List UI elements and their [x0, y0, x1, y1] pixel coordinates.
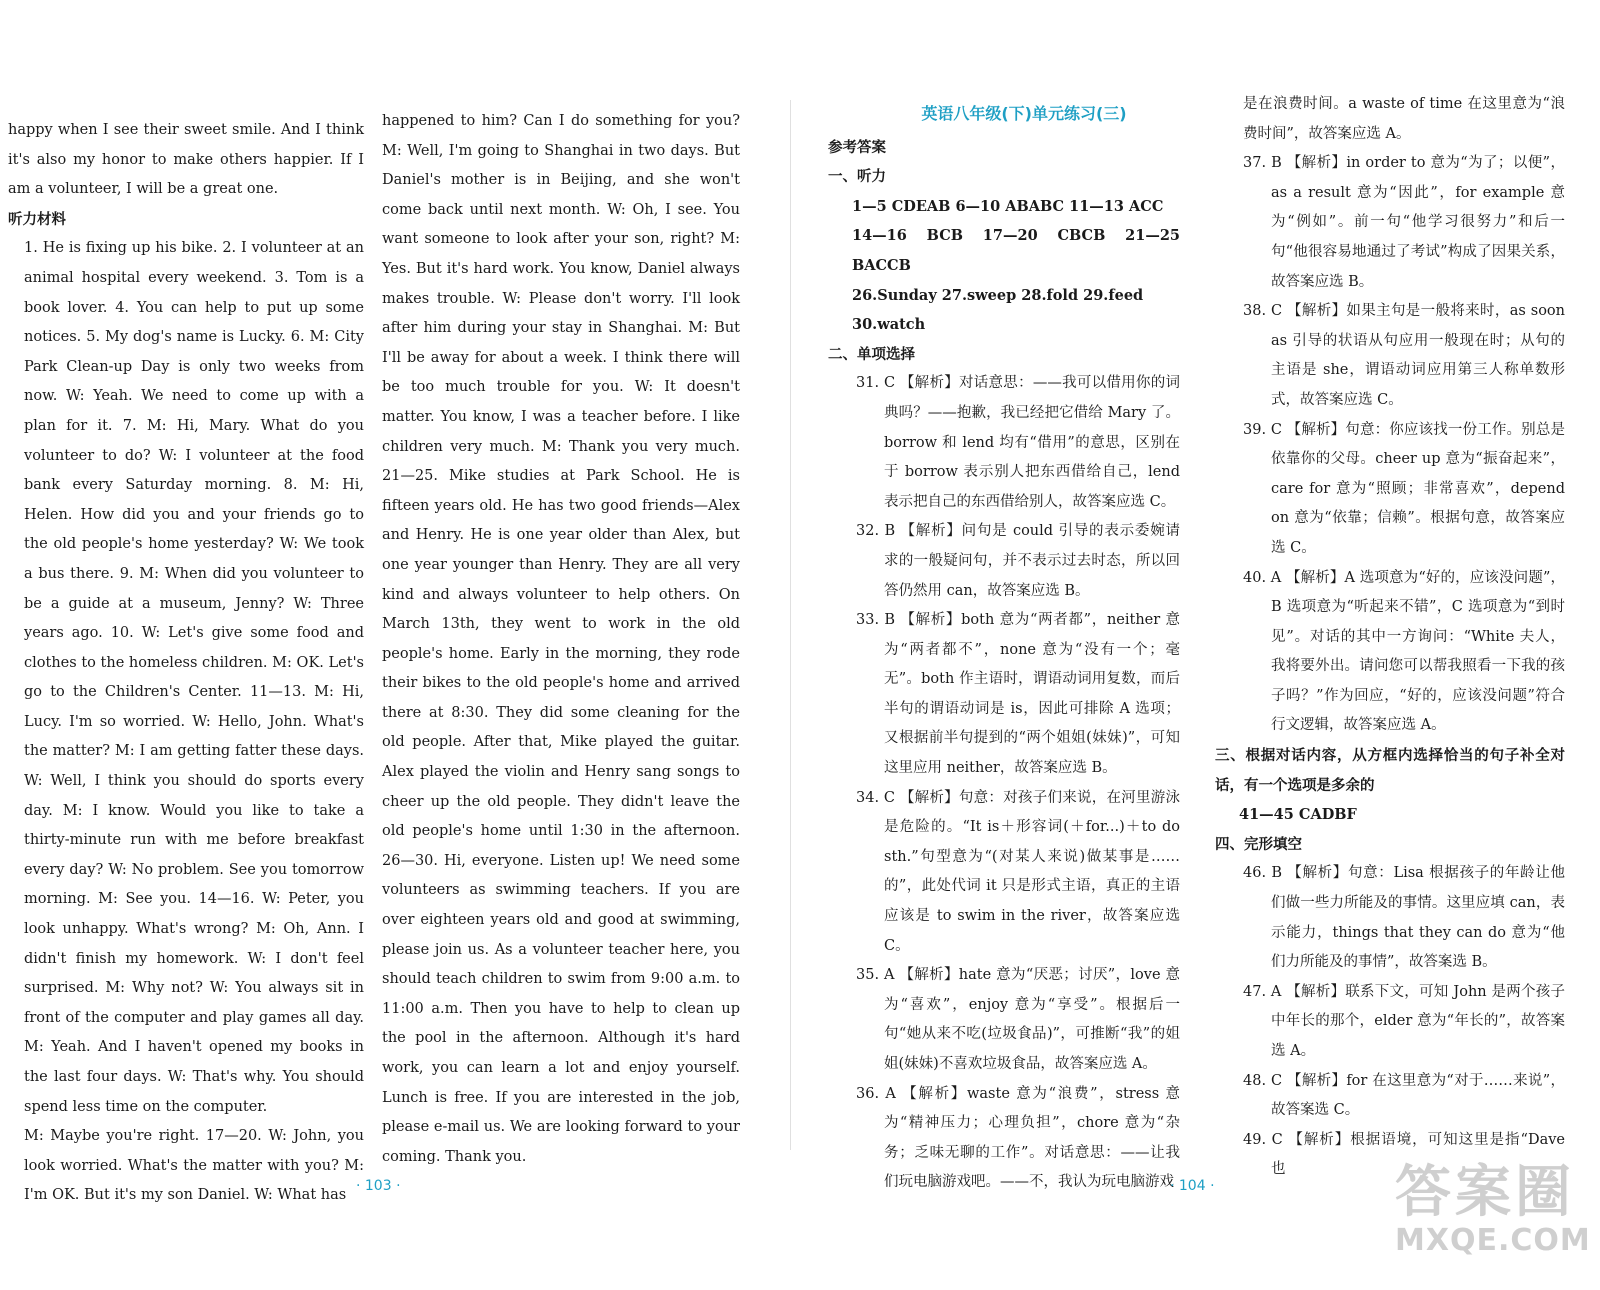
- listening-answer-line: 14—16 BCB 17—20 CBCB 21—25 BACCB: [852, 227, 1180, 274]
- text-paragraph: 38. C 【解析】如果主句是一般将来时，as soon as 引导的状语从句应用一般现在时；从句的主语是 she，谓语动词应用第三人称单数形式，故答案应选 C。: [1243, 303, 1565, 408]
- text-paragraph: 33. B 【解析】both 意为“两者都”，neither 意为“两者都不”，none 意为“没有一个；毫无”。both 作主语时，谓语动词用复数，而后半句的谓语动词是 is，因此可排除 A 选项；又根据前半句提到的“两个姐姐(妹妹)”，可知这里应用 neither，故答案应选 B。: [856, 612, 1180, 777]
- watermark-logo: [1395, 1160, 1595, 1280]
- text-paragraph: 1. He is fixing up his bike. 2. I volunteer at an animal hospital every weekend. 3. Tom is a book lover. 4. You can help to put up some notices. 5. My dog's name is Lucky. 6. M: City Park Clean-up Day is only two weeks from now. W: Yeah. We need to come up with a plan for it. 7. M: Hi, Mary. What do you volunteer to do? W: I volunteer at the food bank every Saturday morning. 8. M: Hi, Helen. How did you and your friends go to the old people's home yesterday? W: We took a bus there. 9. M: When did you volunteer to be a guide at a museum, Jenny? W: Three years ago. 10. W: Let's give some food and clothes to the homeless children. M: OK. Let's go to the Children's Center. 11—13. M: Hi, Lucy. I'm so worried. W: Hello, John. What's the matter? M: I am getting fatter these days. W: Well, I think you should do sports every day. M: I know. Would you like to take a thirty-minute run with me before breakfast every day? W: No problem. See you tomorrow morning. M: See you. 14—16. W: Peter, you look unhappy. What's wrong? M: Oh, Ann. I didn't finish my homework. W: I don't feel surprised. M: Why not? W: You always sit in front of the computer and play games all day. M: Yeah. And I haven't opened my books in the last four days. W: That's why. You should spend less time on the computer.: [24, 240, 364, 1115]
- text-paragraph: 47. A 【解析】联系下文，可知 John 是两个孩子中年长的那个，elder 意为“年长的”，故答案选 A。: [1243, 983, 1565, 1059]
- text-paragraph: 40. A 【解析】A 选项意为“好的，应该没问题”，B 选项意为“听起来不错”，C 选项意为“到时见”。对话的其中一方询问：“White 夫人，我将要外出。请问您可以帮我照看一下我的孩子吗？”作为回应，“好的，应该没问题”符合行文逻辑，故答案应选 A。: [1243, 569, 1565, 734]
- section-heading: 四、完形填空: [1215, 835, 1302, 853]
- text-paragraph: M: Maybe you're right. 17—20. W: John, you look worried. What's the matter with you? M: I'm OK. But it's my son Daniel. W: What has: [24, 1128, 364, 1204]
- text-paragraph: 46. B 【解析】句意：Lisa 根据孩子的年龄让他们做一些力所能及的事情。这里应填 can，表示能力，things that they can do 意为“他们力所能及的事情”，故答案选 B。: [1243, 865, 1565, 971]
- text-paragraph: 49. C 【解析】根据语境，可知这里是指“Dave 也: [1243, 1131, 1565, 1178]
- page-number-left: · 103 ·: [356, 1178, 401, 1194]
- section-heading: 听力材料: [8, 210, 66, 228]
- choice-items: [828, 369, 1180, 1198]
- choice-heading: 二、单项选择: [828, 345, 915, 363]
- right-column-1: [828, 99, 1180, 1198]
- listening-heading: 一、听力: [828, 168, 886, 186]
- text-paragraph: 34. C 【解析】句意：对孩子们来说，在河里游泳是危险的。“It is＋形容词(＋for...)＋to do sth.”句型意为“(对某人来说)做某事是……的”，此处代词 it 只是形式主语，真正的主语应该是 to swim in the river，故答案应选 C。: [856, 789, 1180, 954]
- watermark-logo-text: 答案圈: [1395, 1160, 1575, 1225]
- text-paragraph: happy when I see their sweet smile. And I think it's also my honor to make others happier. If I am a volunteer, I will be a great one.: [8, 122, 364, 198]
- left-column-1: [8, 116, 364, 1211]
- text-paragraph: 是在浪费时间。a waste of time 在这里意为“浪费时间”，故答案应选 A。: [1243, 96, 1565, 142]
- page-gutter: [790, 100, 791, 1150]
- section-heading: 三、根据对话内容，从方框内选择恰当的句子补全对话，有一个选项是多余的: [1215, 747, 1565, 794]
- text-paragraph: happened to him? Can I do something for you? M: Well, I'm going to Shanghai in two days. But Daniel's mother is in Beijing, and she won't come back until next month. W: Oh, I see. You want someone to look after your son, right? M: Yes. But it's hard work. You know, Daniel always makes trouble. W: Please don't worry. I'll look after him during your stay in Shanghai. M: But I'll be away for about a week. I think there will be too much trouble for you. W: It doesn't matter. You know, I was a teacher before. I like children very much. M: Thank you very much. 21—25. Mike studies at Park School. He is fifteen years old. He has two good friends—Alex and Henry. He is one year older than Alex, but one year younger than Henry. They are all very kind and always volunteer to help others. On March 13th, they went to work in the old people's home. Early in the morning, they rode their bikes to the old people's home and arrived there at 8:30. They did some cleaning for the old people. After that, Mike played the guitar. Alex played the violin and Henry sang songs to cheer up the old people. They didn't leave the old people's home until 1:30 in the afternoon. 26—30. Hi, everyone. Listen up! We need some volunteers as swimming teachers. If you are over eighteen years old and good at swimming, please join us. As a volunteer teacher here, you should teach children to swim from 9:00 a.m. to 11:00 a.m. Then you have to help to clean up the pool in the afternoon. Although it's hard work, you can learn a lot and enjoy yourself. Lunch is free. If you are interested in the job, please e-mail us. We are looking forward to your coming. Thank you.: [382, 113, 740, 1165]
- text-paragraph: 32. B 【解析】问句是 could 引导的表示委婉请求的一般疑问句，并不表示过去时态，所以回答仍然用 can，故答案应选 B。: [856, 523, 1180, 599]
- listening-answer-line: 1—5 CDEAB 6—10 ABABC 11—13 ACC: [852, 197, 1164, 215]
- page-number-right: · 104 ·: [1170, 1178, 1215, 1194]
- text-paragraph: 36. A 【解析】waste 意为“浪费”，stress 意为“精神压力；心理负担”，chore 意为“杂务；乏味无聊的工作”。对话意思：——让我们玩电脑游戏吧。——不，我认为玩电脑游戏: [856, 1085, 1180, 1191]
- text-paragraph: 37. B 【解析】in order to 意为“为了；以便”，as a result 意为“因此”，for example 意为“例如”。前一句“他学习很努力”和后一句“他很容易地通过了考试”构成了因果关系，故答案应选 B。: [1243, 155, 1565, 290]
- text-paragraph: 31. C 【解析】对话意思：——我可以借用你的词典吗？——抱歉，我已经把它借给 Mary 了。borrow 和 lend 均有“借用”的意思，区别在于 borrow 表示别人把东西借给自己，lend 表示把自己的东西借给别人，故答案应选 C。: [856, 375, 1180, 510]
- unit-title: 英语八年级(下)单元练习(三): [921, 104, 1127, 123]
- listening-answer-line: 30.watch: [852, 316, 926, 334]
- listening-answer-line: 26.Sunday 27.sweep 28.fold 29.feed: [852, 286, 1144, 304]
- watermark-url: MXQE.COM: [1395, 1223, 1591, 1258]
- text-paragraph: 48. C 【解析】for 在这里意为“对于……来说”，故答案选 C。: [1243, 1072, 1565, 1119]
- text-paragraph: 35. A 【解析】hate 意为“厌恶；讨厌”，love 意为“喜欢”，enjoy 意为“享受”。根据后一句“她从来不吃(垃圾食品)”，可推断“我”的姐姐(妹妹)不喜欢垃圾食品，故答案应选 A。: [856, 967, 1180, 1072]
- text-paragraph: 39. C 【解析】句意：你应该找一份工作。别总是依靠你的父母。cheer up 意为“振奋起来”，care for 意为“照顾；非常喜欢”，depend on 意为“依靠；信赖”。根据句意，故答案应选 C。: [1243, 421, 1565, 556]
- left-column-2: [382, 107, 740, 1172]
- text-paragraph: 41—45 CADBF: [1239, 806, 1357, 824]
- right-column-2: [1215, 90, 1565, 1185]
- answers-heading: 参考答案: [828, 138, 886, 156]
